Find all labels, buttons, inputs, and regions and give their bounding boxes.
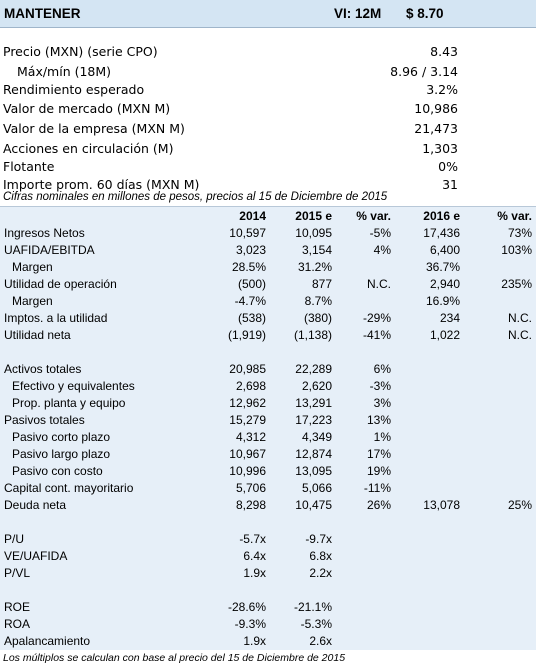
row-label: Margen (12, 260, 53, 274)
value-2015e: -5.3% (300, 617, 332, 631)
row-label: Deuda neta (4, 498, 67, 512)
value-2014: -5.7x (239, 532, 266, 546)
row-label: Pasivo corto plazo (12, 430, 111, 444)
summary-value: 31 (442, 177, 458, 192)
summary-value: 10,986 (414, 101, 458, 116)
table-row (0, 260, 536, 277)
value-2015e: 5,066 (301, 481, 332, 495)
row-label: Utilidad neta (4, 328, 71, 342)
value-2016e: 234 (439, 311, 460, 325)
value-2015e: 8.7% (304, 294, 332, 308)
column-header: % var. (497, 209, 532, 223)
summary-row (0, 101, 536, 120)
row-label: Prop. planta y equipo (12, 396, 126, 410)
var-2016: N.C. (508, 328, 532, 342)
recommendation-title: MANTENER (4, 6, 81, 21)
table-row (0, 634, 536, 651)
row-label: P/VL (4, 566, 31, 580)
row-label: VE/UAFIDA (4, 549, 68, 563)
var-2015: 26% (366, 498, 391, 512)
table-row (0, 600, 536, 617)
row-label: Pasivo largo plazo (12, 447, 111, 461)
table-header-row (0, 209, 536, 226)
summary-row (0, 121, 536, 140)
var-2015: -41% (362, 328, 391, 342)
summary-value: 21,473 (414, 121, 458, 136)
var-2015: -11% (363, 481, 391, 495)
column-header: 2016 e (423, 209, 460, 223)
header-bar (0, 0, 536, 28)
value-2015e: -21.1% (293, 600, 332, 614)
value-2015e: 12,874 (295, 447, 332, 461)
summary-label: Rendimiento esperado (3, 82, 145, 97)
row-label: Pasivo con costo (12, 464, 103, 478)
var-2016: 235% (501, 277, 532, 291)
value-2014: -9.3% (234, 617, 266, 631)
value-2014: -4.7% (234, 294, 266, 308)
value-2014: 5,706 (235, 481, 266, 495)
row-label: Imptos. a la utilidad (4, 311, 108, 325)
table-row (0, 566, 536, 583)
value-2014: 8,298 (235, 498, 266, 512)
value-2014: 10,967 (229, 447, 266, 461)
table-row (0, 294, 536, 311)
value-2014: 2,698 (235, 379, 266, 393)
table-row (0, 617, 536, 634)
var-2016: N.C. (508, 311, 532, 325)
value-2014: 1.9x (243, 566, 266, 580)
row-label: Apalancamiento (4, 634, 91, 648)
value-2015e: 6.8x (309, 549, 332, 563)
value-2015e: (1,138) (293, 328, 332, 342)
table-row (0, 396, 536, 413)
value-2014: 10,996 (229, 464, 266, 478)
value-2014: (538) (237, 311, 266, 325)
column-header: 2015 e (295, 209, 332, 223)
summary-label: Valor de la empresa (MXN M) (3, 121, 185, 136)
value-2015e: 3,154 (301, 243, 332, 257)
table-row (0, 430, 536, 447)
value-2014: 10,597 (229, 226, 266, 240)
figures-note: Cifras nominales en millones de pesos, precios al 15 de Diciembre de 2015 (3, 191, 388, 203)
summary-row (0, 44, 536, 63)
value-2015e: 4,349 (301, 430, 332, 444)
value-2014: 28.5% (231, 260, 266, 274)
table-row (0, 498, 536, 515)
value-2015e: 17,223 (295, 413, 332, 427)
financials-panel (0, 206, 536, 650)
value-2015e: (380) (303, 311, 332, 325)
target-price-label: VI: 12M (334, 6, 382, 21)
table-row (0, 532, 536, 549)
row-label: Efectivo y equivalentes (12, 379, 135, 393)
var-2016: 25% (507, 498, 532, 512)
value-2014: 3,023 (235, 243, 266, 257)
summary-row (0, 159, 536, 178)
value-2014: 12,962 (229, 396, 266, 410)
value-2015e: 2.2x (309, 566, 332, 580)
var-2015: 1% (373, 430, 391, 444)
table-row (0, 481, 536, 498)
value-2015e: 2,620 (301, 379, 332, 393)
summary-value: 1,303 (422, 141, 458, 156)
var-2015: 19% (366, 464, 391, 478)
column-header: 2014 (239, 209, 266, 223)
summary-value: 8.43 (430, 44, 458, 59)
value-2016e: 17,436 (423, 226, 460, 240)
summary-label: Máx/mín (18M) (17, 64, 112, 79)
var-2016: 73% (507, 226, 532, 240)
summary-label: Acciones en circulación (M) (3, 141, 174, 156)
value-2015e: 10,475 (295, 498, 332, 512)
summary-value: 3.2% (426, 82, 458, 97)
value-2014: (1,919) (227, 328, 266, 342)
table-row (0, 413, 536, 430)
value-2014: 1.9x (243, 634, 266, 648)
var-2015: N.C. (367, 277, 391, 291)
value-2014: 20,985 (229, 362, 266, 376)
summary-label: Valor de mercado (MXN M) (3, 101, 171, 116)
value-2015e: 22,289 (295, 362, 332, 376)
value-2016e: 1,022 (429, 328, 460, 342)
var-2015: 6% (373, 362, 391, 376)
value-2014: 15,279 (229, 413, 266, 427)
value-2015e: -9.7x (305, 532, 332, 546)
value-2014: (500) (237, 277, 266, 291)
summary-row (0, 64, 536, 83)
row-label: Pasivos totales (4, 413, 85, 427)
var-2015: -3% (369, 379, 391, 393)
var-2016: 103% (501, 243, 532, 257)
table-row (0, 277, 536, 294)
value-2014: 6.4x (243, 549, 266, 563)
target-price-value: $ 8.70 (406, 6, 444, 21)
summary-row (0, 141, 536, 160)
value-2015e: 13,095 (295, 464, 332, 478)
summary-row (0, 82, 536, 101)
var-2015: 3% (373, 396, 391, 410)
value-2016e: 36.7% (425, 260, 460, 274)
table-row (0, 226, 536, 243)
row-label: Ingresos Netos (4, 226, 85, 240)
summary-value: 0% (438, 159, 458, 174)
var-2015: 13% (366, 413, 391, 427)
table-row (0, 379, 536, 396)
row-label: Capital cont. mayoritario (4, 481, 134, 495)
value-2015e: 13,291 (295, 396, 332, 410)
summary-panel (0, 28, 536, 192)
var-2015: 4% (373, 243, 391, 257)
value-2016e: 6,400 (429, 243, 460, 257)
row-label: UAFIDA/EBITDA (4, 243, 95, 257)
multiples-note: Los múltiplos se calculan con base al precio del 15 de Diciembre de 2015 (3, 652, 346, 664)
var-2015: -29% (362, 311, 391, 325)
summary-value: 8.96 / 3.14 (390, 64, 458, 79)
row-label: ROA (4, 617, 31, 631)
row-label: P/U (4, 532, 25, 546)
table-row (0, 583, 536, 600)
table-row (0, 311, 536, 328)
value-2014: 4,312 (235, 430, 266, 444)
row-label: Margen (12, 294, 53, 308)
table-row (0, 243, 536, 260)
value-2015e: 877 (311, 277, 332, 291)
value-2016e: 13,078 (423, 498, 460, 512)
row-label: Activos totales (4, 362, 82, 376)
summary-label: Flotante (3, 159, 55, 174)
value-2016e: 2,940 (429, 277, 460, 291)
row-label: ROE (4, 600, 31, 614)
table-row (0, 464, 536, 481)
summary-label: Precio (MXN) (serie CPO) (3, 44, 158, 59)
table-row (0, 362, 536, 379)
var-2015: 17% (366, 447, 391, 461)
column-header: % var. (356, 209, 391, 223)
summary-label: Importe prom. 60 días (MXN M) (3, 177, 200, 192)
table-row (0, 328, 536, 345)
value-2015e: 10,095 (295, 226, 332, 240)
table-row (0, 515, 536, 532)
value-2015e: 2.6x (309, 634, 332, 648)
value-2016e: 16.9% (425, 294, 460, 308)
var-2015: -5% (369, 226, 391, 240)
table-row (0, 549, 536, 566)
row-label: Utilidad de operación (4, 277, 117, 291)
table-row (0, 345, 536, 362)
value-2015e: 31.2% (297, 260, 332, 274)
value-2014: -28.6% (227, 600, 266, 614)
table-row (0, 447, 536, 464)
